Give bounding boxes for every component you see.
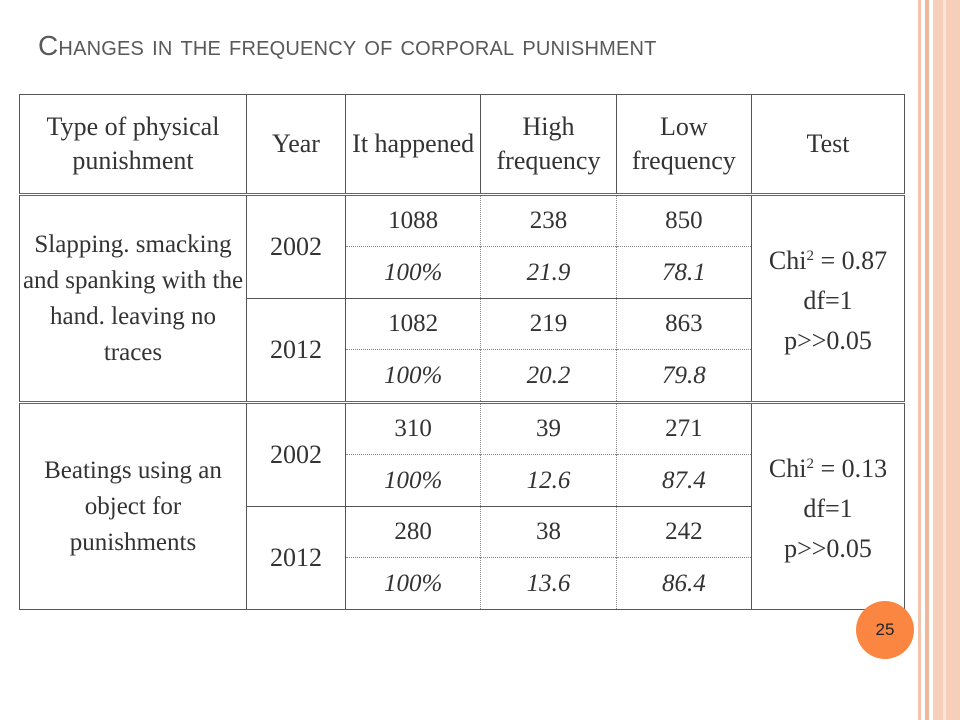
decorative-bar bbox=[943, 0, 946, 720]
page-number-badge: 25 bbox=[856, 601, 914, 659]
year-cell: 2002 bbox=[247, 403, 346, 507]
count-happened: 1082 bbox=[346, 299, 481, 350]
count-high: 219 bbox=[481, 299, 616, 350]
count-happened: 280 bbox=[346, 507, 481, 558]
chi-value: = 0.87 bbox=[813, 246, 888, 275]
percent-low: 87.4 bbox=[616, 455, 751, 507]
header-type: Type of physical punishment bbox=[20, 95, 247, 195]
type-cell: Beatings using an object for punishments bbox=[20, 403, 247, 610]
header-happened: It happened bbox=[346, 95, 481, 195]
percent-low: 78.1 bbox=[616, 247, 751, 299]
table-row bbox=[20, 403, 905, 455]
percent-high: 21.9 bbox=[481, 247, 616, 299]
count-low: 850 bbox=[616, 195, 751, 247]
chi-value: = 0.13 bbox=[813, 454, 888, 483]
count-happened: 1088 bbox=[346, 195, 481, 247]
percent-high: 12.6 bbox=[481, 455, 616, 507]
header-test: Test bbox=[752, 95, 905, 195]
year-cell: 2002 bbox=[247, 195, 346, 299]
percent-happened: 100% bbox=[346, 558, 481, 610]
count-low: 271 bbox=[616, 403, 751, 455]
punishment-table bbox=[19, 94, 905, 610]
slide-title: Changes in the frequency of corporal punishment bbox=[38, 30, 657, 61]
count-low: 863 bbox=[616, 299, 751, 350]
year-cell: 2012 bbox=[247, 507, 346, 610]
decorative-bar bbox=[925, 0, 929, 720]
df-value: df=1 bbox=[803, 286, 853, 315]
p-value: p>>0.05 bbox=[784, 326, 872, 355]
chi-label: Chi bbox=[768, 246, 807, 275]
count-high: 38 bbox=[481, 507, 616, 558]
percent-happened: 100% bbox=[346, 350, 481, 403]
percent-happened: 100% bbox=[346, 247, 481, 299]
header-low: Low frequency bbox=[616, 95, 751, 195]
count-high: 39 bbox=[481, 403, 616, 455]
chi-label: Chi bbox=[768, 454, 807, 483]
decorative-bar bbox=[933, 0, 960, 720]
test-cell bbox=[752, 195, 905, 403]
percent-happened: 100% bbox=[346, 455, 481, 507]
df-value: df=1 bbox=[803, 494, 853, 523]
chi-exponent: 2 bbox=[806, 456, 814, 472]
table-row bbox=[20, 195, 905, 247]
count-high: 238 bbox=[481, 195, 616, 247]
count-happened: 310 bbox=[346, 403, 481, 455]
header-year: Year bbox=[247, 95, 346, 195]
year-cell: 2012 bbox=[247, 299, 346, 403]
p-value: p>>0.05 bbox=[784, 534, 872, 563]
percent-high: 20.2 bbox=[481, 350, 616, 403]
test-cell bbox=[752, 403, 905, 610]
count-low: 242 bbox=[616, 507, 751, 558]
decorative-bar bbox=[918, 0, 921, 720]
table-header-row bbox=[20, 95, 905, 195]
type-cell: Slapping. smacking and spanking with the hand. leaving no traces bbox=[20, 195, 247, 403]
percent-low: 79.8 bbox=[616, 350, 751, 403]
header-high: High frequency bbox=[481, 95, 616, 195]
percent-high: 13.6 bbox=[481, 558, 616, 610]
chi-exponent: 2 bbox=[806, 248, 814, 264]
percent-low: 86.4 bbox=[616, 558, 751, 610]
